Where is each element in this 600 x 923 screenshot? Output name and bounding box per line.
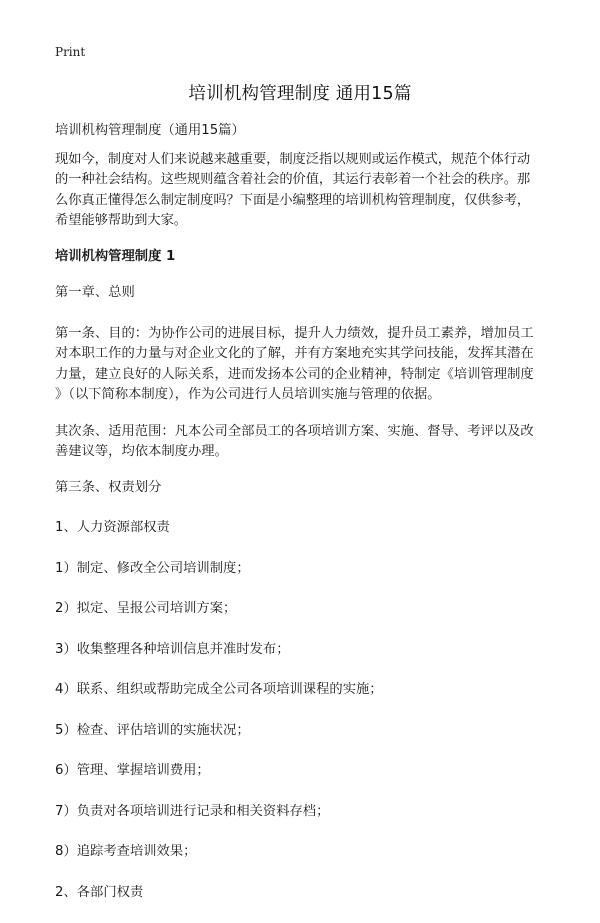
document-subtitle: 培训机构管理制度（通用15篇） xyxy=(55,123,245,138)
dept-responsibilities-heading: 2、各部门权责 xyxy=(55,884,144,900)
intro-line: 现如今，制度对人们来说越来越重要，制度泛指以规则或运作模式，规范个体行动 xyxy=(55,151,531,167)
list-item: 7）负责对各项培训进行记录和相关资料存档； xyxy=(55,803,330,819)
article-line: 力量，建立良好的人际关系，进而发扬本公司的企业精神，特制定《培训管理制度 xyxy=(55,366,534,382)
intro-line: 么你真正懂得怎么制定制度吗？下面是小编整理的培训机构管理制度，仅供参考， xyxy=(55,192,531,208)
article-2 xyxy=(55,422,555,463)
hr-responsibilities-heading: 1、人力资源部权责 xyxy=(55,520,170,535)
intro-line: 的一种社会结构。这些规则蕴含着社会的价值，其运行表彰着一个社会的秩序。那 xyxy=(55,172,531,187)
list-item: 8）追踪考查培训效果； xyxy=(55,844,197,859)
document-body xyxy=(55,121,555,923)
print-link[interactable]: Print xyxy=(55,45,86,59)
article-line: 对本职工作的力量与对企业文化的了解，并有方案地充实其学问技能，发挥其潜在 xyxy=(55,346,534,361)
article-line: 》（以下简称本制度），作为公司进行人员培训实施与管理的依据。 xyxy=(55,387,441,402)
list-item: 1）制定、修改全公司培训制度； xyxy=(55,560,250,576)
article-1 xyxy=(55,324,555,406)
list-item: 4）联系、组织或帮助完成全公司各项培训课程的实施； xyxy=(55,682,383,697)
list-item: 2）拟定、呈报公司培训方案； xyxy=(55,601,237,616)
chapter-heading: 第一章、总则 xyxy=(55,285,135,300)
article-line: 其次条、适用范围：凡本公司全部员工的各项培训方案、实施、督导、考评以及改 xyxy=(55,423,534,439)
article-3-heading: 第三条、权责划分 xyxy=(55,479,162,495)
page-title: 培训机构管理制度 通用15篇 xyxy=(188,84,412,104)
article-line: 第一条、目的：为协作公司的进展目标，提升人力绩效，提升员工素养，增加员工 xyxy=(55,325,534,341)
list-item: 6）管理、掌握培训费用； xyxy=(55,763,210,778)
list-item: 5）检查、评估培训的实施状况； xyxy=(55,722,250,738)
article-line: 善建议等，均依本制度办理。 xyxy=(55,444,228,459)
intro-paragraph xyxy=(55,150,555,232)
list-item: 3）收集整理各种培训信息并准时发布； xyxy=(55,641,290,657)
intro-line: 希望能够帮助到大家。 xyxy=(55,213,187,228)
section-heading: 培训机构管理制度 1 xyxy=(55,248,176,264)
